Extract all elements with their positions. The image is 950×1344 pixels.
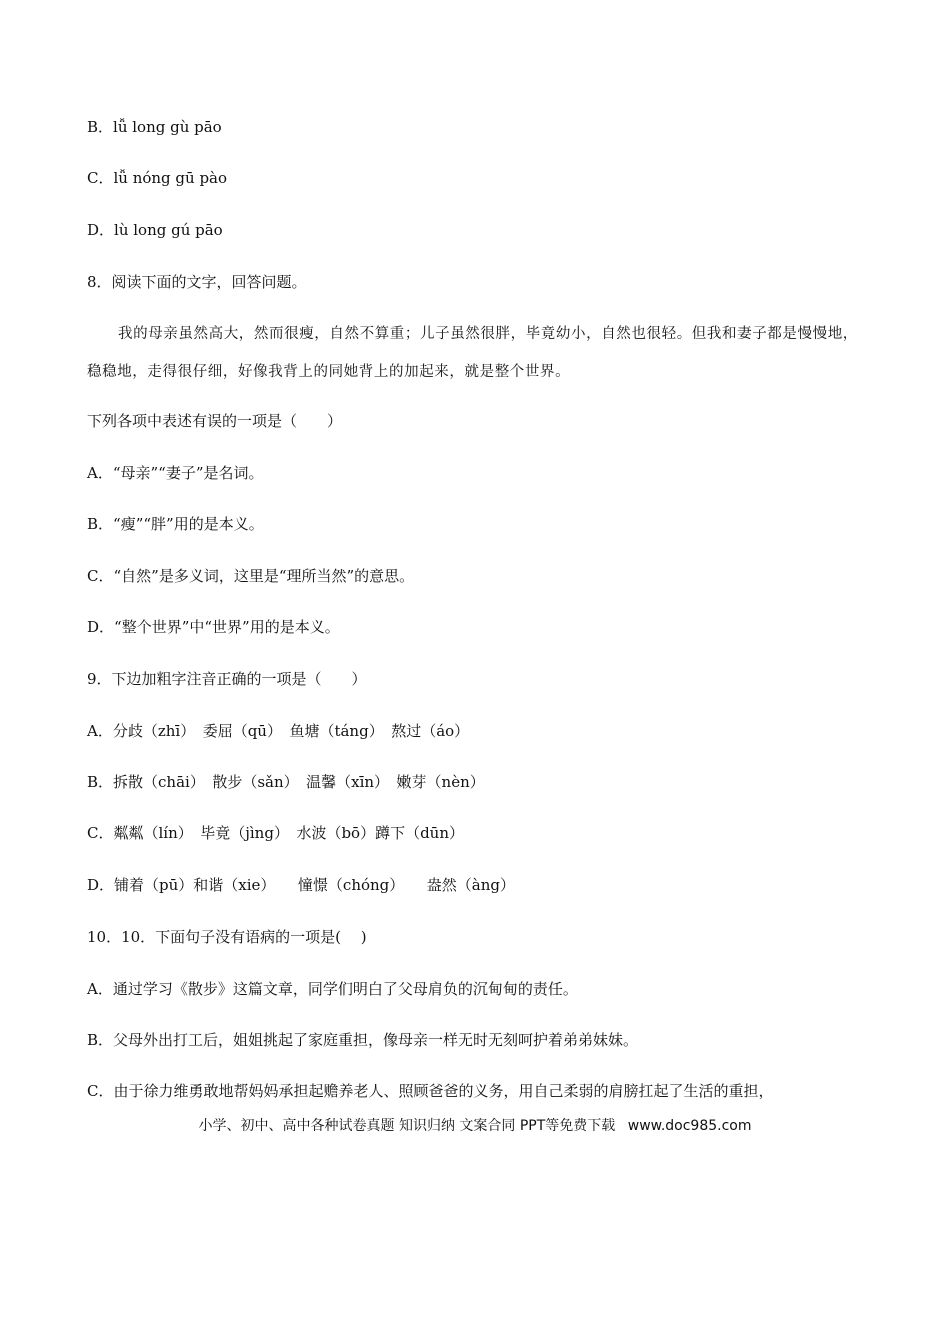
q8-option-b: B．“瘦”“胖”用的是本义。: [87, 515, 264, 533]
footer-text: 小学、初中、高中各种试卷真题 知识归纳 文案合同 PPT等免费下载: [198, 1118, 616, 1134]
footer-link[interactable]: www.doc985.com: [627, 1118, 752, 1134]
q9-option-c: C．粼粼（lín） 毕竟（jìng） 水波（bō）蹲下（dūn）: [87, 824, 465, 842]
q10-stem: 10．10．下面句子没有语病的一项是( ): [87, 928, 367, 946]
q8-option-c: C．“自然”是多义词，这里是“理所当然”的意思。: [87, 567, 415, 585]
q7-option-d: D．lù long gú pāo: [87, 221, 223, 239]
q9-option-a: A．分歧（zhī） 委屈（qū） 鱼塘（táng） 熬过（áo）: [87, 722, 470, 740]
q8-passage-text: 我的母亲虽然高大，然而很瘦，自然不算重；儿子虽然很胖，毕竟幼小，自然也很轻。但我和妻子都是慢慢地，稳稳地，走得很仔细，好像我背上的同她背上的加起来，就是整个世界。: [87, 326, 858, 380]
q10-option-a: A．通过学习《散步》这篇文章，同学们明白了父母肩负的沉甸甸的责任。: [87, 980, 578, 998]
q9-option-d: D．铺着（pū）和谐（xie） 憧憬（chóng） 盎然（àng）: [87, 876, 515, 894]
q7-option-b: B．lǚ long gù pāo: [87, 118, 222, 136]
q10-option-b: B．父母外出打工后，姐姐挑起了家庭重担，像母亲一样无时无刻呵护着弟弟妹妹。: [87, 1031, 639, 1049]
q7-option-c: C．lǚ nóng gū pào: [87, 169, 228, 187]
q8-passage: [87, 315, 862, 391]
q9-stem: 9．下边加粗字注音正确的一项是（ ）: [87, 670, 367, 688]
q8-option-a: A．“母亲”“妻子”是名词。: [87, 464, 264, 482]
footer: [0, 1115, 950, 1135]
q8-prompt: 下列各项中表述有误的一项是（ ）: [87, 412, 343, 430]
q8-stem: 8．阅读下面的文字，回答问题。: [87, 273, 307, 291]
q10-option-c: C．由于徐力维勇敢地帮妈妈承担起赡养老人、照顾爸爸的义务，用自己柔弱的肩膀扛起了生活的重担，: [87, 1082, 774, 1100]
q8-option-d: D．“整个世界”中“世界”用的是本义。: [87, 618, 340, 636]
q9-option-b: B．拆散（chāi） 散步（sǎn） 温馨（xīn） 嫩芽（nèn）: [87, 773, 485, 791]
